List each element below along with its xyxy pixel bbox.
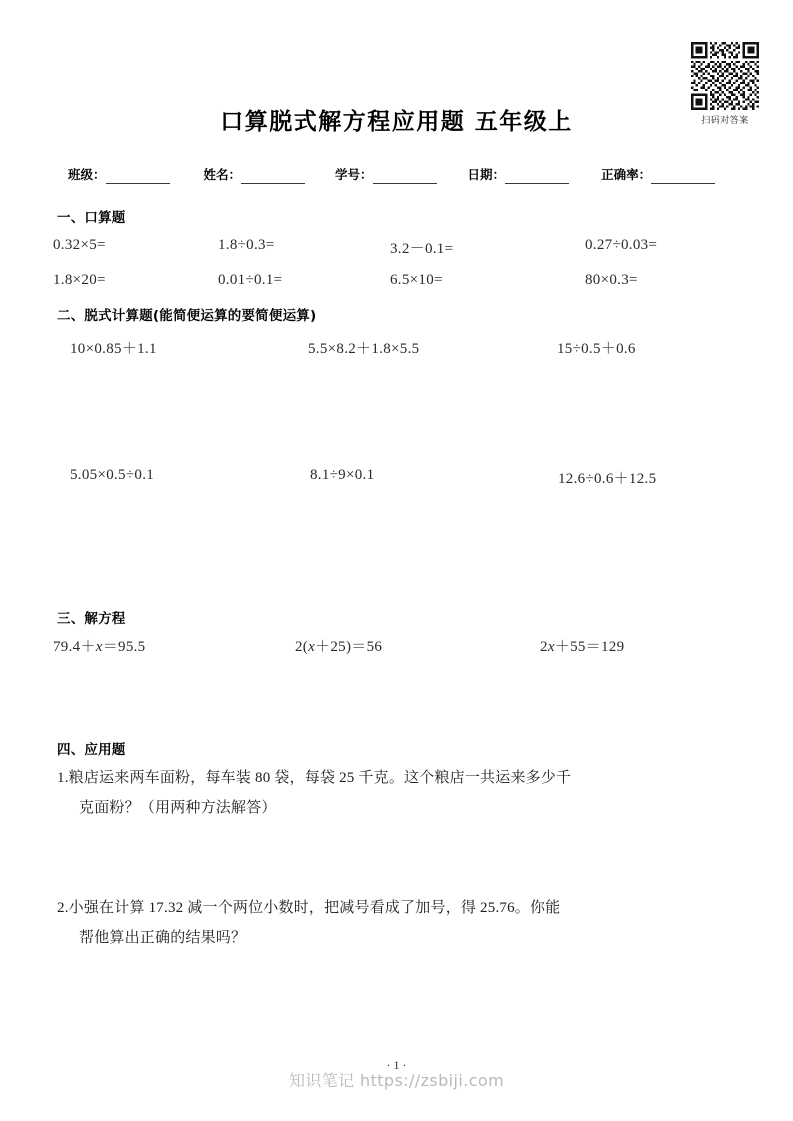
equation-1-part-a: 79.4＋ bbox=[53, 639, 96, 655]
equation-1-part-b: ＝95.5 bbox=[102, 639, 146, 655]
equation-3-part-a: 2 bbox=[540, 639, 548, 655]
equation-problem-1 bbox=[53, 635, 146, 656]
oral-problem-1: 0.32×5= bbox=[53, 237, 106, 253]
stepwise-problem-3: 15÷0.5＋0.6 bbox=[557, 341, 636, 357]
field-accuracy-label: 正确率： bbox=[601, 167, 652, 182]
field-class bbox=[68, 165, 170, 184]
section-heading-stepwise: 二、脱式计算题(能简便运算的要简便运算) bbox=[57, 308, 317, 324]
equation-3-part-b: ＋55＝129 bbox=[554, 639, 625, 655]
field-date-input[interactable] bbox=[505, 168, 569, 184]
word-problem-2-line-2: 帮他算出正确的结果吗？ bbox=[79, 930, 247, 946]
field-student-id bbox=[335, 165, 437, 184]
watermark: 知识笔记 https://zsbiji.com bbox=[288, 1071, 505, 1090]
oral-problem-3: 3.2－0.1= bbox=[390, 241, 454, 257]
section-heading-word-problems: 四、应用题 bbox=[57, 742, 126, 758]
oral-problem-7: 6.5×10= bbox=[390, 272, 443, 288]
section-heading-oral: 一、口算题 bbox=[57, 210, 126, 226]
field-class-label: 班级： bbox=[68, 167, 106, 182]
equation-problem-3 bbox=[540, 635, 624, 656]
page-title: 口算脱式解方程应用题 五年级上 bbox=[220, 109, 573, 135]
oral-problem-2: 1.8÷0.3= bbox=[218, 237, 275, 253]
equation-1-variable: x bbox=[95, 639, 103, 655]
field-date bbox=[468, 165, 570, 184]
field-date-label: 日期： bbox=[467, 167, 506, 182]
oral-problem-6: 0.01÷0.1= bbox=[218, 272, 283, 288]
field-name-label: 姓名： bbox=[203, 167, 242, 182]
section-heading-equations: 三、解方程 bbox=[57, 611, 126, 627]
stepwise-problem-5: 8.1÷9×0.1 bbox=[310, 467, 375, 483]
field-student-id-label: 学号： bbox=[335, 167, 373, 182]
word-problem-2 bbox=[57, 893, 747, 953]
oral-problem-5: 1.8×20= bbox=[53, 272, 106, 288]
word-problem-2-line-1: 2.小强在计算 17.32 减一个两位小数时，把减号看成了加号，得 25.76。你能 bbox=[57, 900, 561, 916]
field-student-id-input[interactable] bbox=[373, 168, 437, 184]
equation-problem-2 bbox=[295, 635, 382, 656]
stepwise-problem-1: 10×0.85＋1.1 bbox=[70, 341, 157, 357]
qr-caption: 扫码对答案 bbox=[701, 115, 749, 125]
stepwise-problem-2: 5.5×8.2＋1.8×5.5 bbox=[308, 341, 420, 357]
field-accuracy-input[interactable] bbox=[651, 168, 715, 184]
stepwise-problem-6: 12.6÷0.6＋12.5 bbox=[558, 471, 657, 487]
word-problem-1-line-1: 1.粮店运来两车面粉，每车装 80 袋，每袋 25 千克。这个粮店一共运来多少千 bbox=[57, 770, 572, 786]
field-name bbox=[204, 165, 306, 184]
word-problem-1 bbox=[57, 763, 747, 823]
qr-code-icon bbox=[691, 42, 759, 110]
field-name-input[interactable] bbox=[241, 168, 305, 184]
equation-2-part-b: ＋25)＝56 bbox=[315, 639, 383, 655]
oral-problem-8: 80×0.3= bbox=[585, 272, 638, 288]
field-accuracy bbox=[601, 165, 715, 184]
page-number: · 1 · bbox=[386, 1058, 407, 1072]
word-problem-1-line-2: 克面粉？（用两种方法解答） bbox=[79, 800, 277, 816]
stepwise-problem-4: 5.05×0.5÷0.1 bbox=[70, 467, 155, 483]
field-class-input[interactable] bbox=[106, 168, 170, 184]
equation-2-variable: x bbox=[308, 639, 316, 655]
equation-3-variable: x bbox=[547, 639, 555, 655]
equation-2-part-a: 2( bbox=[295, 639, 309, 655]
oral-problem-4: 0.27÷0.03= bbox=[585, 237, 658, 253]
student-info-row bbox=[68, 160, 728, 184]
